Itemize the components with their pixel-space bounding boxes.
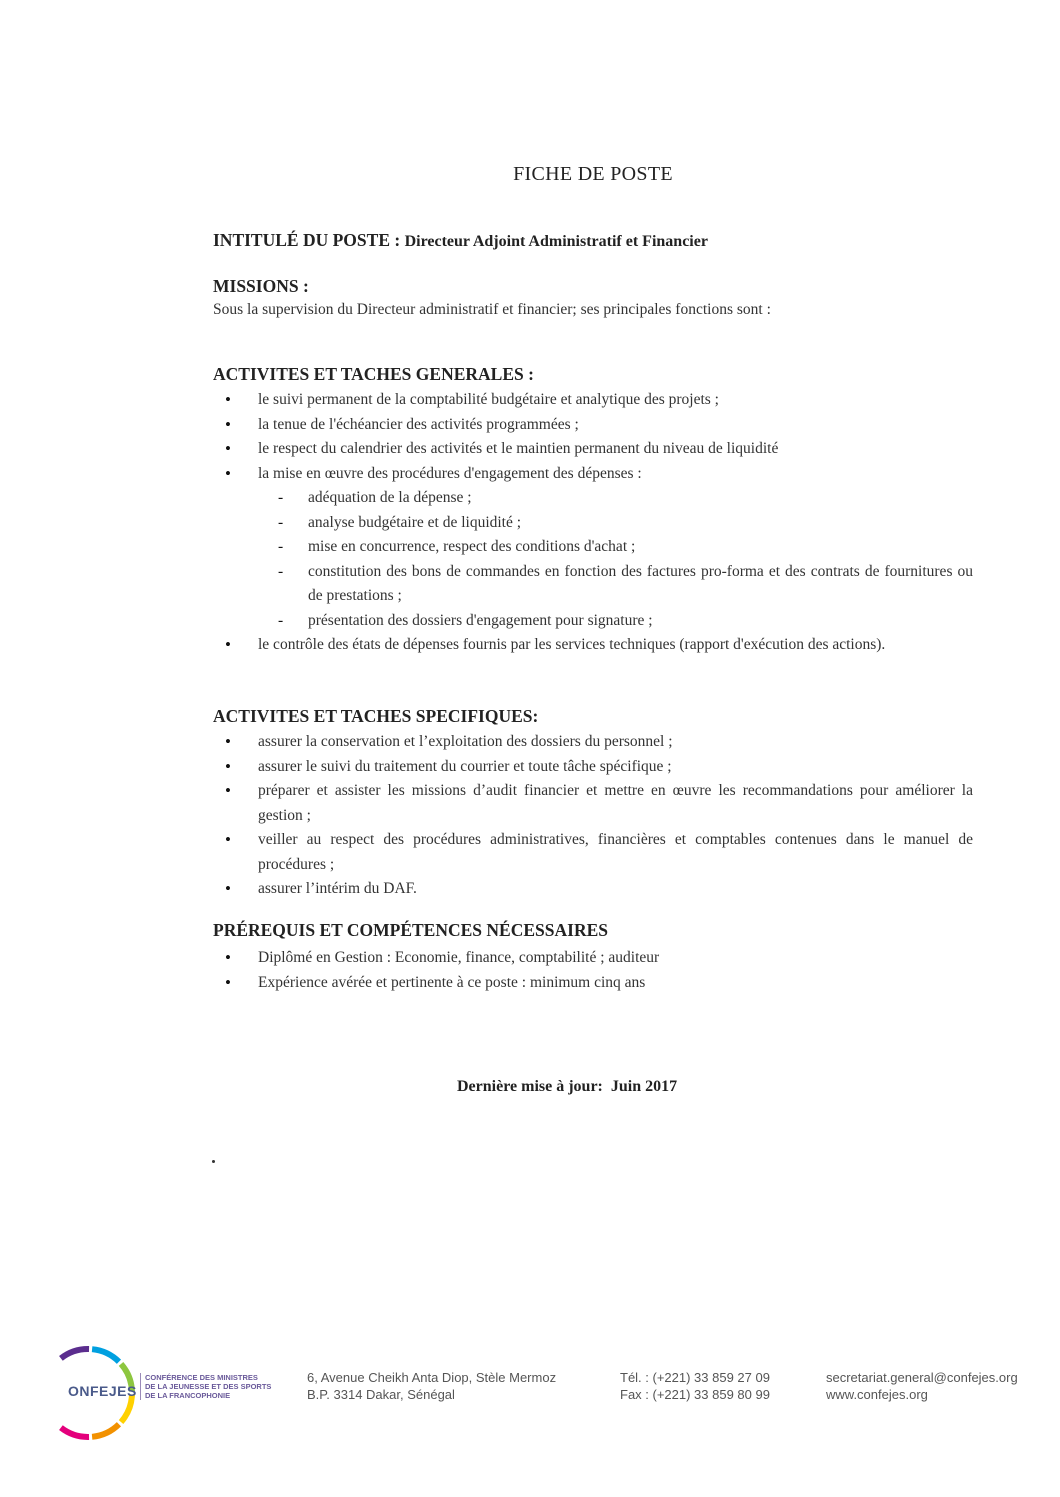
sub-list-item: - présentation des dossiers d'engagement pour signature ; bbox=[258, 609, 973, 634]
list-item: • le suivi permanent de la comptabilité budgétaire et analytique des projets ; bbox=[213, 388, 973, 413]
website-link[interactable]: www.confejes.org bbox=[826, 1387, 928, 1402]
sub-list-item: - mise en concurrence, respect des conditions d'achat ; bbox=[258, 535, 973, 560]
general-list bbox=[213, 388, 973, 658]
general-heading: ACTIVITES ET TACHES GENERALES : bbox=[213, 364, 534, 384]
job-title-label: INTITULÉ DU POSTE : bbox=[213, 230, 405, 250]
list-item: • le contrôle des états de dépenses fournis par les services techniques (rapport d'exécution des actions). bbox=[213, 633, 973, 658]
sub-list bbox=[258, 486, 973, 633]
list-item: • le respect du calendrier des activités et le maintien permanent du niveau de liquidité bbox=[213, 437, 973, 462]
job-title-line bbox=[213, 230, 708, 251]
sub-list-item: - constitution des bons de commandes en fonction des factures pro-forma et des contrats de fournitures ou de prestations ; bbox=[258, 560, 973, 609]
footer bbox=[0, 1335, 1060, 1445]
list-item: • assurer la conservation et l’exploitation des dossiers du personnel ; bbox=[213, 730, 973, 755]
list-item: • Diplômé en Gestion : Economie, finance, comptabilité ; auditeur bbox=[213, 946, 973, 971]
list-item: • assurer l’intérim du DAF. bbox=[213, 877, 973, 902]
logo-ring-segment bbox=[92, 1349, 119, 1362]
fax-line: Fax : (+221) 33 859 80 99 bbox=[620, 1387, 770, 1402]
logo-ring-segment bbox=[92, 1424, 119, 1437]
stray-mark bbox=[212, 1160, 215, 1163]
org-name bbox=[140, 1373, 271, 1400]
list-item: • préparer et assister les missions d’audit financier et mettre en œuvre les recommandations pour améliorer la gestion ; bbox=[213, 779, 973, 828]
list-item: • Expérience avérée et pertinente à ce poste : minimum cinq ans bbox=[213, 971, 973, 996]
footer-phone bbox=[620, 1369, 770, 1403]
missions-intro: Sous la supervision du Directeur administratif et financier; ses principales fonctions sont : bbox=[213, 301, 771, 318]
logo-ring-segment bbox=[61, 1349, 89, 1358]
page-title: FICHE DE POSTE bbox=[513, 163, 673, 185]
job-title-value: Directeur Adjoint Administratif et Financier bbox=[404, 233, 708, 250]
org-name-line: DE LA FRANCOPHONIE bbox=[145, 1391, 231, 1400]
specific-list bbox=[213, 730, 973, 902]
address-line: B.P. 3314 Dakar, Sénégal bbox=[307, 1387, 455, 1402]
missions-heading: MISSIONS : bbox=[213, 276, 309, 296]
org-name-line: CONFÉRENCE DES MINISTRES bbox=[145, 1373, 258, 1382]
phone-line: Tél. : (+221) 33 859 27 09 bbox=[620, 1370, 770, 1385]
sub-list-item: - analyse budgétaire et de liquidité ; bbox=[258, 511, 973, 536]
org-name-line: DE LA JEUNESSE ET DES SPORTS bbox=[145, 1382, 272, 1391]
list-item: • la tenue de l'échéancier des activités programmées ; bbox=[213, 413, 973, 438]
specific-heading: ACTIVITES ET TACHES SPECIFIQUES: bbox=[213, 706, 539, 726]
last-updated: Dernière mise à jour: Juin 2017 bbox=[457, 1078, 678, 1095]
list-item: • assurer le suivi du traitement du courrier et toute tâche spécifique ; bbox=[213, 755, 973, 780]
footer-address bbox=[307, 1369, 556, 1403]
sub-list-item: - adéquation de la dépense ; bbox=[258, 486, 973, 511]
email-link[interactable]: secretariat.general@confejes.org bbox=[826, 1370, 1018, 1385]
list-item bbox=[213, 462, 973, 634]
prereq-heading: PRÉREQUIS ET COMPÉTENCES NÉCESSAIRES bbox=[213, 920, 608, 940]
list-item: • veiller au respect des procédures administratives, financières et comptables contenues dans le manuel de procédures ; bbox=[213, 828, 973, 877]
footer-contact bbox=[826, 1369, 1018, 1403]
prereq-list bbox=[213, 946, 973, 995]
address-line: 6, Avenue Cheikh Anta Diop, Stèle Mermoz bbox=[307, 1370, 557, 1385]
logo-text: ONFEJES bbox=[68, 1383, 137, 1399]
logo-ring-segment bbox=[61, 1428, 89, 1437]
list-item-text: la mise en œuvre des procédures d'engagement des dépenses : bbox=[258, 464, 642, 482]
